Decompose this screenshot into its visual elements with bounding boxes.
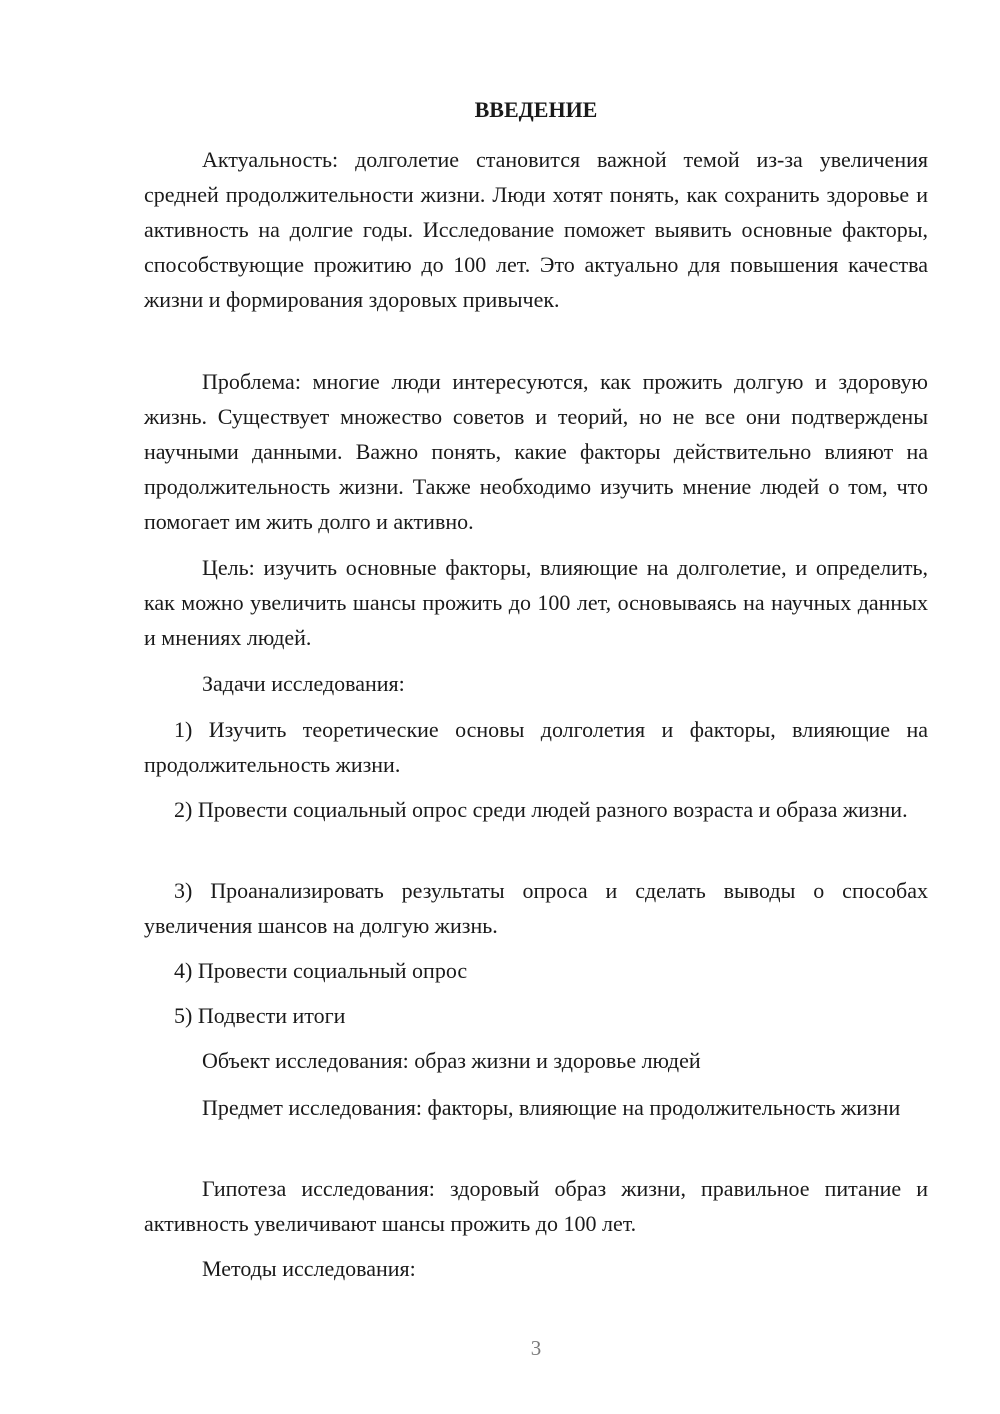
paragraph-hypothesis: Гипотеза исследования: здоровый образ жизни, правильное питание и активность увеличивают шансы прожить до 100 лет. (144, 1176, 928, 1236)
tasks-heading: Задачи исследования: (202, 671, 405, 696)
paragraph-object: Объект исследования: образ жизни и здоровье людей (202, 1048, 701, 1073)
task-item-4: 4) Провести социальный опрос (174, 958, 468, 983)
paragraph-methods: Методы исследования: (202, 1256, 416, 1281)
page-number: 3 (530, 1336, 542, 1360)
task-item-2: 2) Провести социальный опрос среди людей разного возраста и образа жизни. (174, 797, 908, 822)
paragraph-relevance: Актуальность: долголетие становится важной темой из-за увеличения средней продолжительности жизни. Люди хотят понять, как сохранить здоровье и активность на долгие годы. Исследование поможет выявить основные факторы, способствующие прожитию до 100 лет. Это актуально для повышения качества жизни и формирования здоровых привычек. (144, 147, 928, 312)
page-title: ВВЕДЕНИЕ (474, 97, 598, 122)
task-item-5: 5) Подвести итоги (174, 1003, 346, 1028)
paragraph-subject: Предмет исследования: факторы, влияющие на продолжительность жизни (202, 1095, 901, 1120)
task-item-1: 1) Изучить теоретические основы долголетия и факторы, влияющие на продолжительность жизни. (144, 717, 928, 777)
paragraph-problem: Проблема: многие люди интересуются, как прожить долгую и здоровую жизнь. Существует множество советов и теорий, но не все они подтверждены научными данными. Важно понять, какие факторы действительно влияют на продолжительность жизни. Также необходимо изучить мнение людей о том, что помогает им жить долго и активно. (144, 369, 928, 534)
paragraph-goal: Цель: изучить основные факторы, влияющие на долголетие, и определить, как можно увеличить шансы прожить до 100 лет, основываясь на научных данных и мнениях людей. (144, 555, 928, 650)
task-item-3: 3) Проанализировать результаты опроса и сделать выводы о способах увеличения шансов на долгую жизнь. (144, 878, 928, 938)
